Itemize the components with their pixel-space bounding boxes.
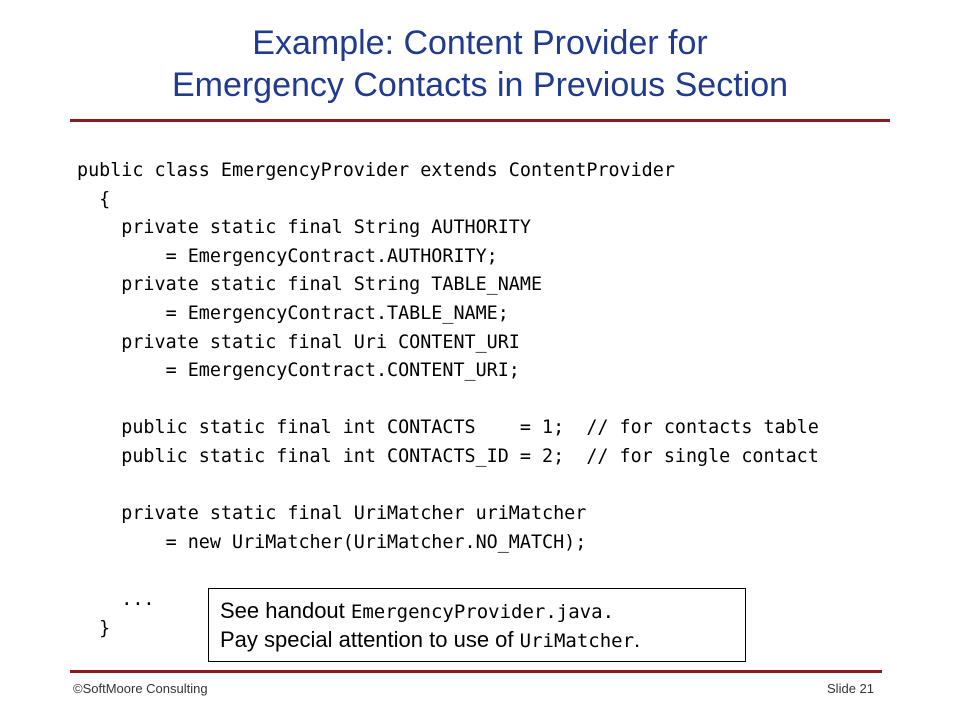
code-line: public static final int CONTACTS_ID = 2; // for single contact [77, 445, 819, 467]
code-line: public static final int CONTACTS = 1; // for contacts table [77, 417, 819, 439]
code-line: = EmergencyContract.AUTHORITY; [77, 245, 498, 267]
footer-divider [70, 670, 882, 673]
code-line: ... [77, 588, 155, 610]
code-line [77, 472, 819, 501]
code-line: = new UriMatcher(UriMatcher.NO_MATCH); [77, 531, 587, 553]
code-line [77, 386, 819, 415]
slide-title [0, 22, 960, 106]
code-line: private static final String AUTHORITY [77, 217, 531, 239]
footer-copyright: ©SoftMoore Consulting [73, 681, 208, 696]
handout-note-box [208, 588, 746, 662]
code-line: private static final UriMatcher uriMatcher [77, 503, 587, 525]
note-text: Pay special attention to use of [220, 627, 520, 652]
code-line: public class EmergencyProvider extends ContentProvider [77, 160, 675, 181]
handout-note-line-2 [220, 626, 745, 655]
note-text: . [634, 627, 641, 652]
code-line: = EmergencyContract.TABLE_NAME; [77, 302, 509, 324]
slide-title-line-1: Example: Content Provider for [252, 24, 708, 62]
code-line: private static final Uri CONTENT_URI [77, 331, 520, 353]
code-line: = EmergencyContract.CONTENT_URI; [77, 360, 520, 382]
slide-number: Slide 21 [827, 681, 874, 696]
code-block [77, 157, 819, 643]
note-filename: EmergencyProvider.java. [350, 601, 615, 623]
handout-note-line-1 [220, 597, 745, 626]
title-divider [70, 119, 890, 122]
note-classname: UriMatcher [519, 630, 635, 652]
note-text: See handout [220, 598, 351, 623]
code-line: private static final String TABLE_NAME [77, 274, 543, 296]
code-line [77, 557, 819, 586]
code-line: { [77, 188, 111, 210]
slide-title-line-2: Emergency Contacts in Previous Section [171, 66, 789, 104]
code-line: } [77, 617, 111, 639]
